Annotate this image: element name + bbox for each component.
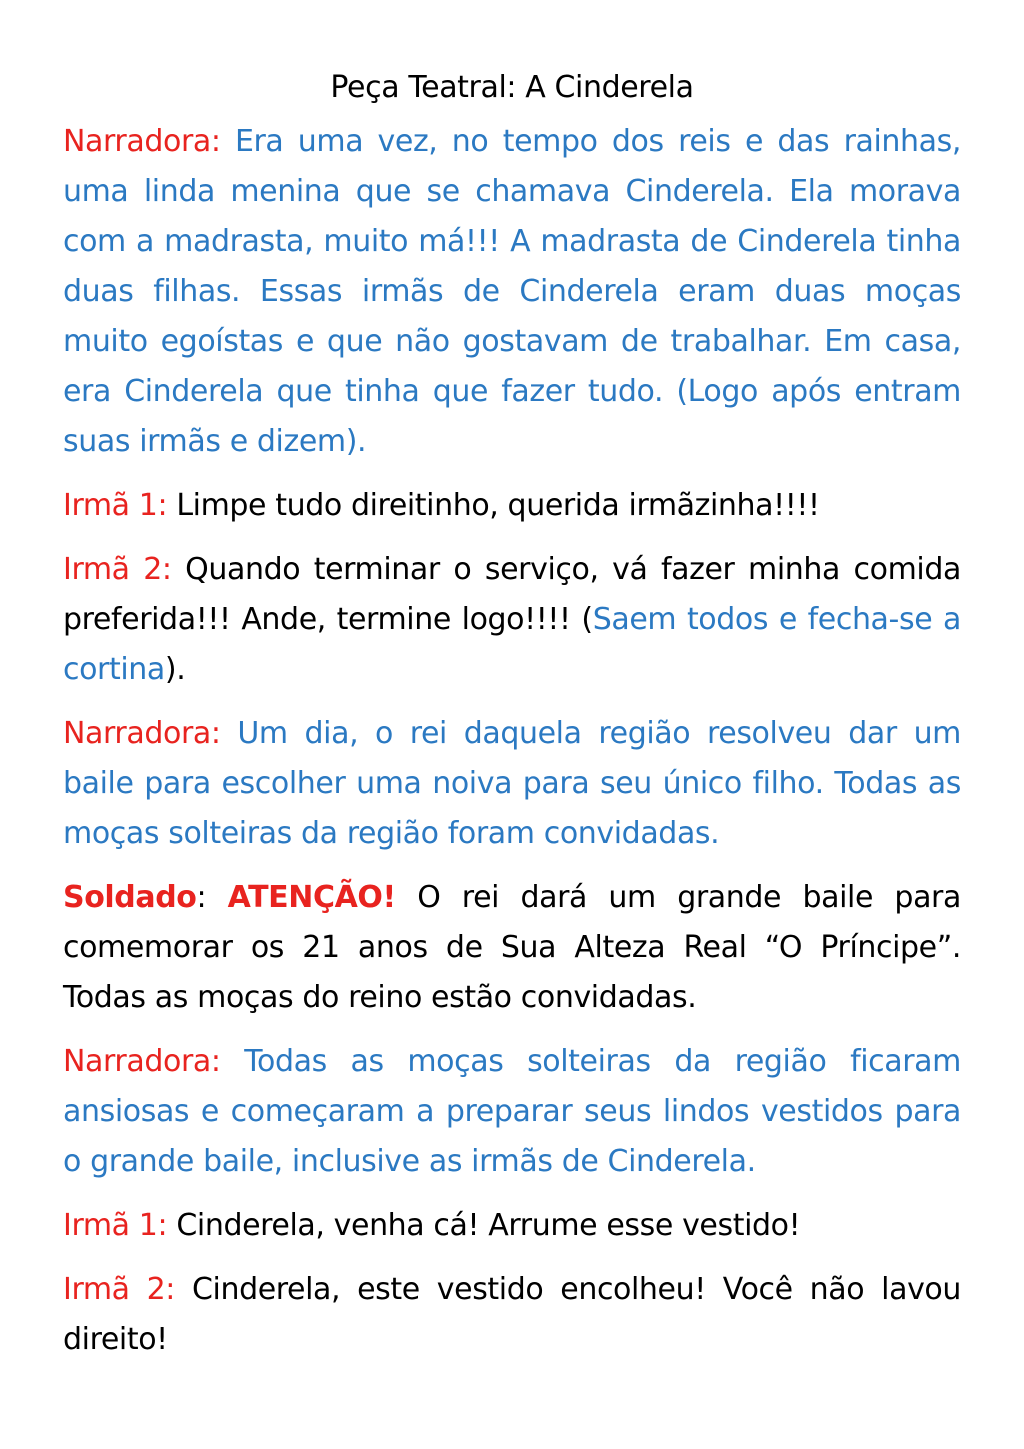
narration-text: Todas as moças solteiras da região ficaram ansiosas e começaram a preparar seus lindos vestidos para o grande baile, inclusive as irmãs de Cinderela. <box>63 1044 961 1179</box>
narration-text: Era uma vez, no tempo dos reis e das rainhas, uma linda menina que se chamava Cinderela. Ela morava com a madrasta, muito má!!! A madrasta de Cinderela tinha duas filhas. Essas irmãs de Cinderela eram duas moças muito egoístas e que não gostavam de trabalhar. Em casa, era Cinderela que tinha que fazer tudo. (Logo após entram suas irmãs e dizem). <box>63 124 961 459</box>
dialogue-text: Quando terminar o serviço, vá fazer minha comida preferida!!! Ande, termine logo!!!! ( <box>63 552 961 637</box>
speaker-label: Narradora: <box>63 716 221 751</box>
paragraph-irma-1 <box>63 481 961 531</box>
narration-text: Um dia, o rei daquela região resolveu dar um baile para escolher uma noiva para seu único filho. Todas as moças solteiras da região foram convidadas. <box>63 716 961 851</box>
speaker-label: Irmã 1: <box>63 488 168 523</box>
page-title: Peça Teatral: A Cinderela <box>330 70 694 105</box>
dialogue-text: Cinderela, este vestido encolheu! Você não lavou direito! <box>63 1272 961 1357</box>
speaker-label: Soldado <box>63 880 197 915</box>
dialogue-tail: ). <box>164 652 186 687</box>
stage-direction: Saem todos e fecha-se a cortina <box>63 602 961 687</box>
paragraph-narradora-3 <box>63 1037 961 1187</box>
dialogue-text: O rei dará um grande baile para comemorar os 21 anos de Sua Alteza Real “O Príncipe”. Todas as moças do reino estão convidadas. <box>63 880 961 1015</box>
paragraph-narradora-1 <box>63 117 961 467</box>
paragraph-irma-2 <box>63 545 961 695</box>
paragraph-irma-2-b <box>63 1265 961 1365</box>
speaker-label: Irmã 2: <box>63 552 172 587</box>
speaker-label: Irmã 1: <box>63 1208 168 1243</box>
document-page <box>63 66 961 1379</box>
shout-text: ATENÇÃO! <box>227 880 396 915</box>
speaker-label: Narradora: <box>63 124 221 159</box>
paragraph-soldado <box>63 873 961 1023</box>
paragraph-irma-1-b <box>63 1201 961 1251</box>
speaker-label: Irmã 2: <box>63 1272 176 1307</box>
dialogue-text: Cinderela, venha cá! Arrume esse vestido! <box>176 1208 801 1243</box>
speaker-colon: : <box>196 880 207 915</box>
speaker-label: Narradora: <box>63 1044 221 1079</box>
paragraph-narradora-2 <box>63 709 961 859</box>
dialogue-text: Limpe tudo direitinho, querida irmãzinha!!!! <box>176 488 820 523</box>
